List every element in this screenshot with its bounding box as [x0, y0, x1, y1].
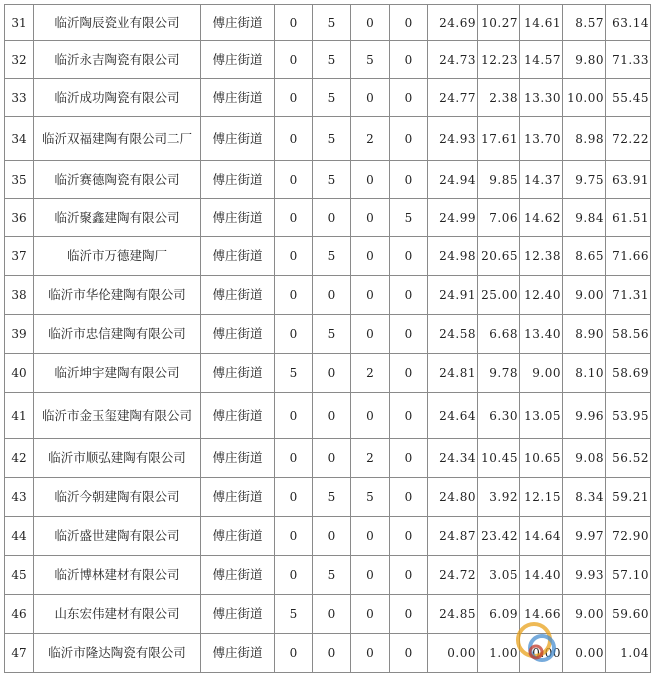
value-cell: 8.57 [563, 5, 606, 41]
score-cell: 0 [351, 556, 390, 595]
street-name: 傅庄街道 [201, 161, 275, 199]
score-cell: 0 [275, 117, 313, 161]
score-cell: 0 [275, 556, 313, 595]
company-name: 临沂市隆达陶瓷有限公司 [34, 634, 201, 673]
table-row [5, 237, 651, 276]
value-cell: 14.62 [520, 199, 563, 237]
value-cell: 9.93 [563, 556, 606, 595]
score-cell: 0 [275, 276, 313, 315]
value-cell: 9.80 [563, 41, 606, 79]
row-number: 35 [5, 161, 34, 199]
row-number: 42 [5, 439, 34, 478]
score-cell: 5 [275, 595, 313, 634]
street-name: 傅庄街道 [201, 556, 275, 595]
score-cell: 0 [313, 393, 351, 439]
value-cell: 9.97 [563, 517, 606, 556]
company-name: 山东宏伟建材有限公司 [34, 595, 201, 634]
company-name: 临沂博林建材有限公司 [34, 556, 201, 595]
score-cell: 0 [390, 478, 428, 517]
company-name: 临沂市金玉玺建陶有限公司 [34, 393, 201, 439]
total-cell: 71.66 [606, 237, 651, 276]
row-number: 40 [5, 354, 34, 393]
value-cell: 14.37 [520, 161, 563, 199]
score-cell: 0 [390, 517, 428, 556]
company-name: 临沂市忠信建陶有限公司 [34, 315, 201, 354]
table-row [5, 315, 651, 354]
score-cell: 0 [351, 237, 390, 276]
street-name: 傅庄街道 [201, 595, 275, 634]
street-name: 傅庄街道 [201, 439, 275, 478]
value-cell: 8.34 [563, 478, 606, 517]
score-cell: 0 [351, 634, 390, 673]
value-cell: 2.38 [478, 79, 520, 117]
street-name: 傅庄街道 [201, 41, 275, 79]
total-cell: 71.31 [606, 276, 651, 315]
score-cell: 5 [351, 41, 390, 79]
value-cell: 24.99 [428, 199, 478, 237]
total-cell: 55.45 [606, 79, 651, 117]
table-row [5, 117, 651, 161]
street-name: 傅庄街道 [201, 5, 275, 41]
company-name: 临沂市顺弘建陶有限公司 [34, 439, 201, 478]
total-cell: 59.21 [606, 478, 651, 517]
score-cell: 0 [351, 393, 390, 439]
score-cell: 0 [275, 634, 313, 673]
score-cell: 0 [351, 199, 390, 237]
table-row [5, 439, 651, 478]
table-row [5, 276, 651, 315]
value-cell: 0.00 [428, 634, 478, 673]
score-cell: 0 [390, 315, 428, 354]
company-name: 临沂陶辰瓷业有限公司 [34, 5, 201, 41]
value-cell: 12.23 [478, 41, 520, 79]
row-number: 31 [5, 5, 34, 41]
company-name: 临沂永吉陶瓷有限公司 [34, 41, 201, 79]
score-cell: 0 [351, 79, 390, 117]
street-name: 傅庄街道 [201, 478, 275, 517]
table-row [5, 161, 651, 199]
score-cell: 5 [351, 478, 390, 517]
value-cell: 9.00 [520, 354, 563, 393]
table-row [5, 556, 651, 595]
score-cell: 0 [351, 161, 390, 199]
row-number: 39 [5, 315, 34, 354]
value-cell: 12.40 [520, 276, 563, 315]
score-cell: 5 [313, 5, 351, 41]
company-name: 临沂坤宇建陶有限公司 [34, 354, 201, 393]
value-cell: 9.08 [563, 439, 606, 478]
row-number: 33 [5, 79, 34, 117]
value-cell: 24.64 [428, 393, 478, 439]
value-cell: 24.77 [428, 79, 478, 117]
value-cell: 6.30 [478, 393, 520, 439]
total-cell: 61.51 [606, 199, 651, 237]
table-row [5, 595, 651, 634]
table-row [5, 634, 651, 673]
score-cell: 0 [390, 79, 428, 117]
score-cell: 0 [275, 41, 313, 79]
score-cell: 0 [351, 517, 390, 556]
score-cell: 0 [275, 161, 313, 199]
score-cell: 0 [390, 117, 428, 161]
value-cell: 10.27 [478, 5, 520, 41]
value-cell: 24.87 [428, 517, 478, 556]
value-cell: 8.90 [563, 315, 606, 354]
score-cell: 5 [313, 161, 351, 199]
street-name: 傅庄街道 [201, 237, 275, 276]
score-cell: 0 [313, 439, 351, 478]
score-cell: 0 [313, 517, 351, 556]
score-cell: 0 [275, 199, 313, 237]
value-cell: 9.78 [478, 354, 520, 393]
street-name: 傅庄街道 [201, 117, 275, 161]
street-name: 傅庄街道 [201, 79, 275, 117]
row-number: 37 [5, 237, 34, 276]
value-cell: 24.85 [428, 595, 478, 634]
value-cell: 13.30 [520, 79, 563, 117]
value-cell: 24.98 [428, 237, 478, 276]
score-cell: 5 [313, 556, 351, 595]
score-cell: 5 [313, 41, 351, 79]
score-cell: 0 [275, 478, 313, 517]
value-cell: 14.57 [520, 41, 563, 79]
score-cell: 0 [390, 354, 428, 393]
value-cell: 14.64 [520, 517, 563, 556]
score-cell: 0 [313, 199, 351, 237]
score-cell: 2 [351, 117, 390, 161]
value-cell: 24.93 [428, 117, 478, 161]
value-cell: 13.40 [520, 315, 563, 354]
value-cell: 1.00 [478, 634, 520, 673]
score-cell: 0 [390, 393, 428, 439]
score-cell: 0 [351, 315, 390, 354]
score-cell: 0 [390, 634, 428, 673]
company-name: 临沂双福建陶有限公司二厂 [34, 117, 201, 161]
score-cell: 0 [390, 5, 428, 41]
value-cell: 24.91 [428, 276, 478, 315]
value-cell: 24.34 [428, 439, 478, 478]
value-cell: 9.75 [563, 161, 606, 199]
street-name: 傅庄街道 [201, 276, 275, 315]
value-cell: 6.09 [478, 595, 520, 634]
table-row [5, 199, 651, 237]
company-name: 临沂市万德建陶厂 [34, 237, 201, 276]
score-cell: 0 [313, 595, 351, 634]
total-cell: 71.33 [606, 41, 651, 79]
score-cell: 0 [313, 276, 351, 315]
value-cell: 24.94 [428, 161, 478, 199]
value-cell: 23.42 [478, 517, 520, 556]
value-cell: 14.66 [520, 595, 563, 634]
score-cell: 0 [390, 237, 428, 276]
score-cell: 5 [313, 237, 351, 276]
value-cell: 24.73 [428, 41, 478, 79]
value-cell: 6.68 [478, 315, 520, 354]
score-cell: 5 [313, 478, 351, 517]
total-cell: 63.14 [606, 5, 651, 41]
row-number: 43 [5, 478, 34, 517]
value-cell: 9.96 [563, 393, 606, 439]
total-cell: 1.04 [606, 634, 651, 673]
table-row [5, 41, 651, 79]
value-cell: 20.65 [478, 237, 520, 276]
row-number: 47 [5, 634, 34, 673]
score-cell: 0 [313, 634, 351, 673]
score-cell: 0 [275, 315, 313, 354]
table-row [5, 517, 651, 556]
value-cell: 10.65 [520, 439, 563, 478]
value-cell: 12.38 [520, 237, 563, 276]
score-cell: 0 [275, 517, 313, 556]
score-cell: 0 [275, 237, 313, 276]
value-cell: 10.00 [563, 79, 606, 117]
value-cell: 14.61 [520, 5, 563, 41]
value-cell: 0.00 [520, 634, 563, 673]
value-cell: 3.92 [478, 478, 520, 517]
value-cell: 8.98 [563, 117, 606, 161]
company-name: 临沂赛德陶瓷有限公司 [34, 161, 201, 199]
value-cell: 7.06 [478, 199, 520, 237]
score-cell: 0 [313, 354, 351, 393]
street-name: 傅庄街道 [201, 517, 275, 556]
street-name: 傅庄街道 [201, 634, 275, 673]
value-cell: 17.61 [478, 117, 520, 161]
value-cell: 0.00 [563, 634, 606, 673]
score-cell: 0 [351, 595, 390, 634]
total-cell: 56.52 [606, 439, 651, 478]
score-cell: 5 [390, 199, 428, 237]
score-cell: 2 [351, 354, 390, 393]
value-cell: 10.45 [478, 439, 520, 478]
score-cell: 0 [390, 556, 428, 595]
score-cell: 0 [390, 439, 428, 478]
total-cell: 63.91 [606, 161, 651, 199]
score-cell: 0 [275, 79, 313, 117]
table-row [5, 79, 651, 117]
score-cell: 0 [275, 5, 313, 41]
value-cell: 3.05 [478, 556, 520, 595]
total-cell: 59.60 [606, 595, 651, 634]
row-number: 36 [5, 199, 34, 237]
street-name: 傅庄街道 [201, 199, 275, 237]
row-number: 38 [5, 276, 34, 315]
score-cell: 0 [390, 161, 428, 199]
score-cell: 0 [351, 5, 390, 41]
score-cell: 2 [351, 439, 390, 478]
row-number: 45 [5, 556, 34, 595]
row-number: 46 [5, 595, 34, 634]
value-cell: 8.10 [563, 354, 606, 393]
score-cell: 5 [313, 315, 351, 354]
street-name: 傅庄街道 [201, 354, 275, 393]
table-row [5, 393, 651, 439]
value-cell: 14.40 [520, 556, 563, 595]
value-cell: 9.84 [563, 199, 606, 237]
row-number: 44 [5, 517, 34, 556]
value-cell: 24.80 [428, 478, 478, 517]
value-cell: 24.81 [428, 354, 478, 393]
total-cell: 53.95 [606, 393, 651, 439]
value-cell: 24.58 [428, 315, 478, 354]
value-cell: 9.00 [563, 595, 606, 634]
total-cell: 57.10 [606, 556, 651, 595]
value-cell: 13.05 [520, 393, 563, 439]
street-name: 傅庄街道 [201, 393, 275, 439]
table-row [5, 5, 651, 41]
value-cell: 25.00 [478, 276, 520, 315]
value-cell: 9.00 [563, 276, 606, 315]
row-number: 41 [5, 393, 34, 439]
company-name: 临沂市华伦建陶有限公司 [34, 276, 201, 315]
row-number: 34 [5, 117, 34, 161]
company-name: 临沂聚鑫建陶有限公司 [34, 199, 201, 237]
table-row [5, 478, 651, 517]
company-name: 临沂盛世建陶有限公司 [34, 517, 201, 556]
total-cell: 72.90 [606, 517, 651, 556]
table-row [5, 354, 651, 393]
score-cell: 5 [313, 117, 351, 161]
score-cell: 0 [275, 393, 313, 439]
score-cell: 5 [275, 354, 313, 393]
value-cell: 9.85 [478, 161, 520, 199]
score-table [4, 4, 651, 673]
value-cell: 8.65 [563, 237, 606, 276]
value-cell: 12.15 [520, 478, 563, 517]
score-cell: 5 [313, 79, 351, 117]
score-cell: 0 [390, 276, 428, 315]
table-body [5, 5, 651, 673]
total-cell: 58.69 [606, 354, 651, 393]
value-cell: 13.70 [520, 117, 563, 161]
value-cell: 24.69 [428, 5, 478, 41]
score-cell: 0 [390, 595, 428, 634]
score-cell: 0 [390, 41, 428, 79]
score-cell: 0 [275, 439, 313, 478]
total-cell: 58.56 [606, 315, 651, 354]
company-name: 临沂今朝建陶有限公司 [34, 478, 201, 517]
street-name: 傅庄街道 [201, 315, 275, 354]
total-cell: 72.22 [606, 117, 651, 161]
value-cell: 24.72 [428, 556, 478, 595]
row-number: 32 [5, 41, 34, 79]
company-name: 临沂成功陶瓷有限公司 [34, 79, 201, 117]
score-cell: 0 [351, 276, 390, 315]
